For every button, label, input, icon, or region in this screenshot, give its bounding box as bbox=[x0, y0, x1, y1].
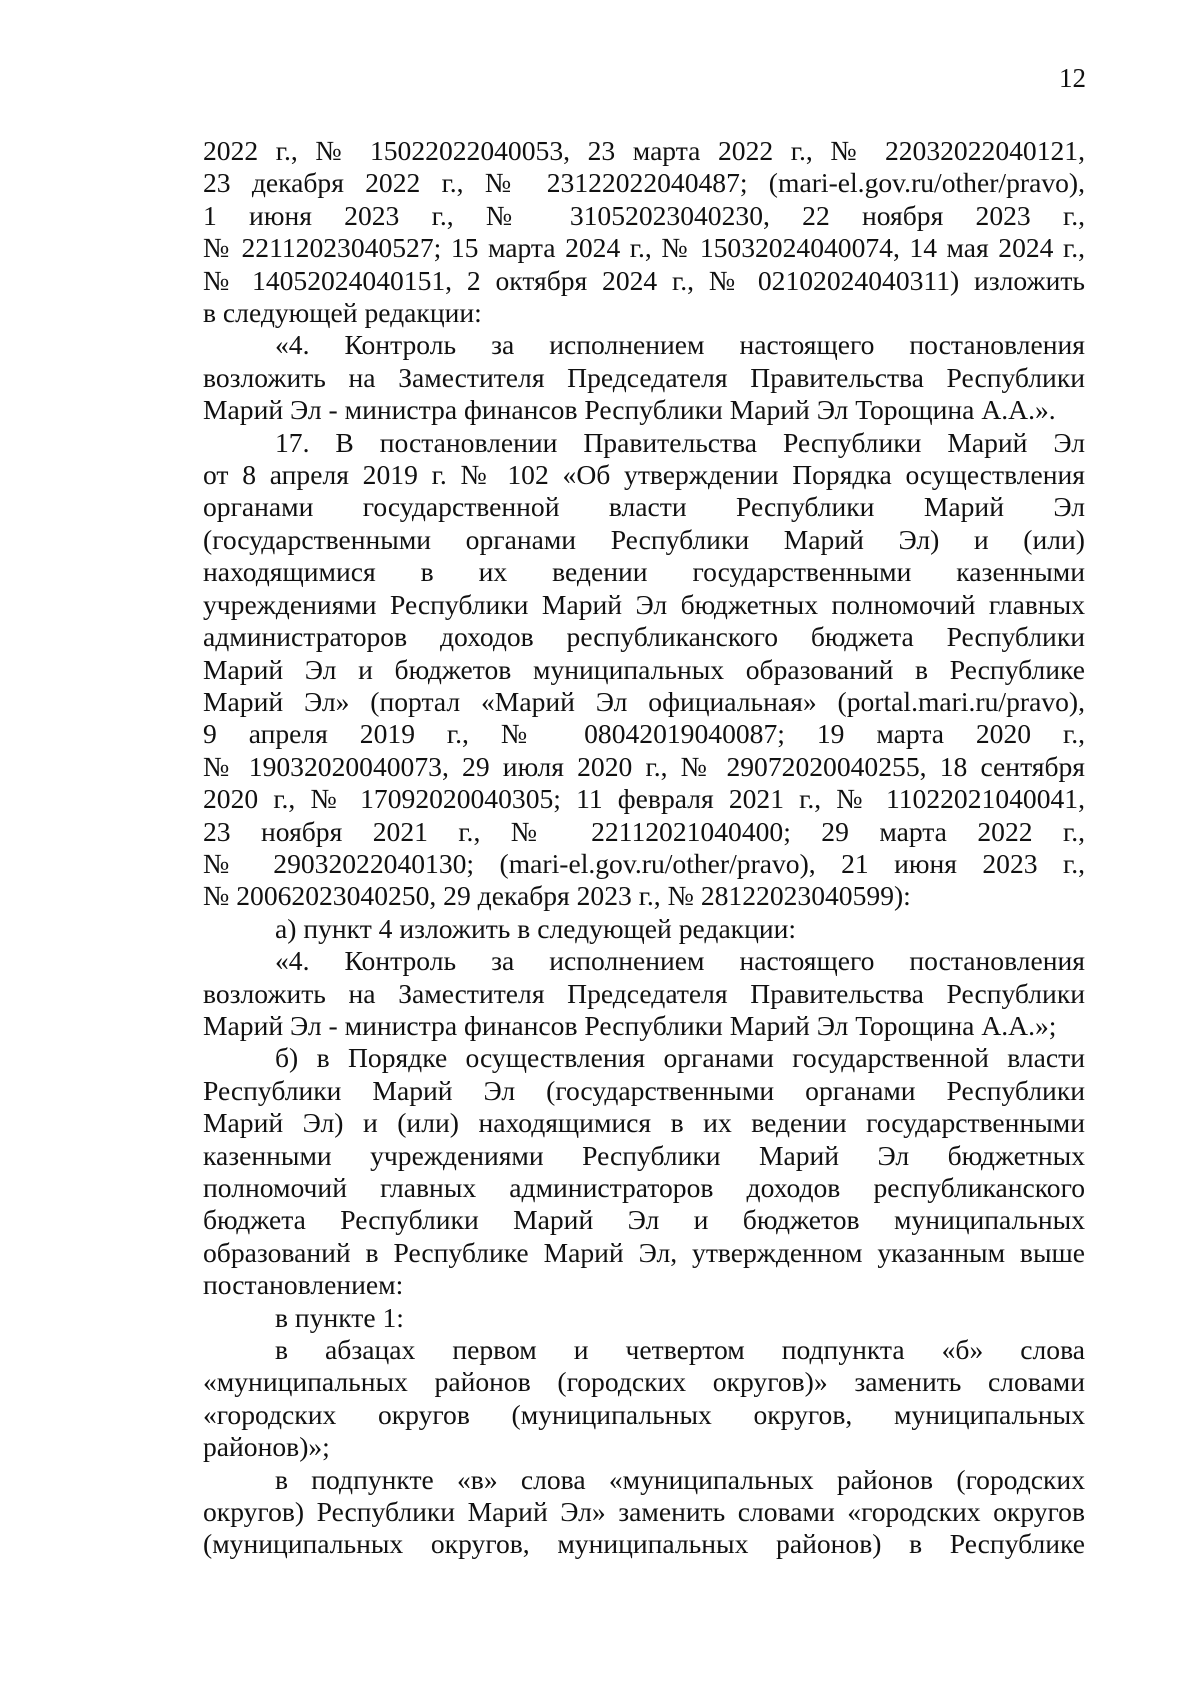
text-line: округов) Республики Марий Эл» заменить словами «городских округов bbox=[203, 1496, 1085, 1528]
text-line: 23 декабря 2022 г., № 23122022040487; (mari-el.gov.ru/other/pravo), bbox=[203, 167, 1085, 199]
text-line: в подпункте «в» слова «муниципальных районов (городских bbox=[275, 1463, 1085, 1495]
text-line: «4. Контроль за исполнением настоящего постановления bbox=[275, 945, 1085, 977]
text-line: 2022 г., № 15022022040053, 23 марта 2022 г., № 22032022040121, bbox=[203, 135, 1085, 166]
text-line: казенными учреждениями Республики Марий Эл бюджетных bbox=[203, 1139, 1085, 1171]
text-line: а) пункт 4 изложить в следующей редакции: bbox=[275, 912, 797, 944]
text-line: (муниципальных округов, муниципальных районов) в Республике bbox=[203, 1528, 1085, 1560]
text-line: б) в Порядке осуществления органами государственной власти bbox=[275, 1042, 1085, 1074]
text-line: 2020 г., № 17092020040305; 11 февраля 2021 г., № 11022021040041, bbox=[203, 783, 1085, 815]
text-line: органами государственной власти Республики Марий Эл bbox=[203, 491, 1085, 523]
text-line: в абзацах первом и четвертом подпункта «б» слова bbox=[275, 1334, 1085, 1366]
text-line: возложить на Заместителя Председателя Правительства Республики bbox=[203, 361, 1085, 393]
text-line: от 8 апреля 2019 г. № 102 «Об утверждении Порядка осуществления bbox=[203, 459, 1085, 491]
text-line: постановлением: bbox=[203, 1269, 404, 1301]
text-line: Марий Эл) и (или) находящимися в их ведении государственными bbox=[203, 1107, 1085, 1139]
text-line: бюджета Республики Марий Эл и бюджетов муниципальных bbox=[203, 1204, 1085, 1236]
text-line: Марий Эл» (портал «Марий Эл официальная» (portal.mari.ru/pravo), bbox=[203, 685, 1085, 717]
text-line: Марий Эл и бюджетов муниципальных образований в Республике bbox=[203, 653, 1085, 685]
text-line: № 14052024040151, 2 октября 2024 г., № 02102024040311) изложить bbox=[203, 264, 1085, 296]
text-line: 17. В постановлении Правительства Республики Марий Эл bbox=[275, 426, 1085, 458]
text-line: № 29032022040130; (mari-el.gov.ru/other/pravo), 21 июня 2023 г., bbox=[203, 847, 1085, 879]
text-line: 1 июня 2023 г., № 31052023040230, 22 ноября 2023 г., bbox=[203, 199, 1085, 231]
text-line: администраторов доходов республиканского бюджета Республики bbox=[203, 621, 1085, 653]
text-line: № 19032020040073, 29 июля 2020 г., № 29072020040255, 18 сентября bbox=[203, 750, 1085, 782]
text-line: районов)»; bbox=[203, 1431, 330, 1463]
text-line: «4. Контроль за исполнением настоящего постановления bbox=[275, 329, 1085, 361]
text-line: находящимися в их ведении государственными казенными bbox=[203, 556, 1085, 588]
text-line: Марий Эл - министра финансов Республики Марий Эл Торощина А.А.»; bbox=[203, 1009, 1057, 1041]
text-line: № 22112023040527; 15 марта 2024 г., № 15032024040074, 14 мая 2024 г., bbox=[203, 232, 1085, 264]
text-line: Марий Эл - министра финансов Республики Марий Эл Торощина А.А.». bbox=[203, 394, 1056, 426]
text-line: полномочий главных администраторов доходов республиканского bbox=[203, 1172, 1085, 1203]
text-line: Республики Марий Эл (государственными органами Республики bbox=[203, 1074, 1085, 1106]
text-line: в следующей редакции: bbox=[203, 297, 482, 329]
document-body bbox=[203, 135, 1085, 1561]
text-line: (государственными органами Республики Марий Эл) и (или) bbox=[203, 523, 1085, 555]
text-line: возложить на Заместителя Председателя Правительства Республики bbox=[203, 977, 1085, 1009]
text-line: 9 апреля 2019 г., № 08042019040087; 19 марта 2020 г., bbox=[203, 718, 1085, 750]
page-number: 12 bbox=[1059, 63, 1086, 93]
text-line: в пункте 1: bbox=[275, 1301, 404, 1333]
text-line: учреждениями Республики Марий Эл бюджетных полномочий главных bbox=[203, 588, 1085, 620]
text-line: 23 ноября 2021 г., № 22112021040400; 29 марта 2022 г., bbox=[203, 815, 1085, 847]
text-line: образований в Республике Марий Эл, утвержденном указанным выше bbox=[203, 1236, 1085, 1268]
text-line: «городских округов (муниципальных округов, муниципальных bbox=[203, 1398, 1085, 1430]
text-line: № 20062023040250, 29 декабря 2023 г., № 28122023040599): bbox=[203, 880, 911, 912]
text-line: «муниципальных районов (городских округов)» заменить словами bbox=[203, 1366, 1085, 1398]
